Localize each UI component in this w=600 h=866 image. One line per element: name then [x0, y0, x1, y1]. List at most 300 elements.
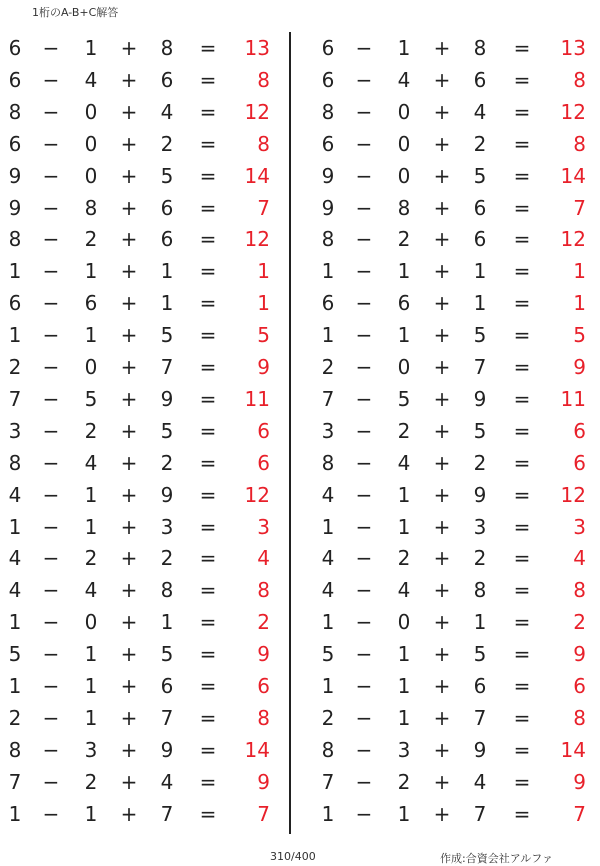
minus-sign: − [355, 482, 373, 507]
operand-c: 9 [473, 482, 487, 507]
answer: 9 [257, 769, 270, 794]
answer: 6 [573, 674, 586, 698]
operand-b: 2 [84, 227, 98, 252]
operand-c: 1 [473, 610, 487, 635]
equals-sign: = [513, 737, 531, 762]
operand-a: 8 [321, 450, 335, 475]
minus-sign: − [42, 355, 60, 379]
equation-row-right [0, 96, 600, 128]
minus-sign: − [355, 323, 373, 348]
minus-sign: − [42, 131, 60, 156]
plus-sign: + [433, 323, 451, 348]
operand-a: 1 [8, 801, 22, 826]
operand-c: 6 [160, 195, 174, 220]
operand-a: 1 [321, 674, 335, 698]
equals-sign: = [513, 642, 531, 667]
equals-sign: = [513, 355, 531, 379]
operand-c: 7 [160, 801, 174, 826]
operand-b: 3 [84, 737, 98, 762]
minus-sign: − [42, 705, 60, 730]
operand-c: 5 [160, 418, 174, 443]
answer: 1 [573, 291, 586, 316]
equals-sign: = [513, 801, 531, 826]
plus-sign: + [433, 291, 451, 316]
equation-row-right [0, 574, 600, 606]
minus-sign: − [355, 514, 373, 539]
operand-a: 2 [8, 355, 22, 379]
operand-b: 4 [397, 578, 411, 603]
plus-sign: + [433, 514, 451, 539]
plus-sign: + [120, 642, 138, 667]
plus-sign: + [120, 99, 138, 124]
operand-b: 2 [397, 546, 411, 571]
operand-b: 1 [84, 482, 98, 507]
equation-row-right [0, 351, 600, 383]
equals-sign: = [199, 705, 217, 730]
equals-sign: = [199, 514, 217, 539]
equals-sign: = [513, 99, 531, 124]
answer: 3 [257, 514, 270, 539]
equation-row-right [0, 542, 600, 574]
operand-a: 6 [321, 36, 335, 60]
operand-c: 9 [160, 386, 174, 411]
minus-sign: − [42, 769, 60, 794]
plus-sign: + [433, 99, 451, 124]
equals-sign: = [513, 482, 531, 507]
minus-sign: − [42, 291, 60, 316]
operand-a: 9 [321, 163, 335, 188]
minus-sign: − [355, 195, 373, 220]
equals-sign: = [513, 578, 531, 603]
minus-sign: − [42, 99, 60, 124]
operand-a: 6 [8, 36, 22, 60]
minus-sign: − [42, 386, 60, 411]
operand-b: 4 [84, 67, 98, 92]
plus-sign: + [120, 546, 138, 571]
minus-sign: − [355, 705, 373, 730]
equals-sign: = [513, 514, 531, 539]
plus-sign: + [120, 801, 138, 826]
operand-c: 5 [473, 323, 487, 348]
plus-sign: + [120, 769, 138, 794]
answer: 14 [560, 737, 586, 762]
answer: 2 [573, 610, 586, 635]
operand-a: 2 [321, 705, 335, 730]
equals-sign: = [199, 195, 217, 220]
operand-b: 2 [397, 769, 411, 794]
answer: 9 [573, 769, 586, 794]
plus-sign: + [433, 131, 451, 156]
page-title: 1桁のA-B+C解答 [32, 6, 119, 19]
plus-sign: + [433, 67, 451, 92]
plus-sign: + [433, 36, 451, 60]
operand-b: 4 [397, 450, 411, 475]
operand-a: 7 [321, 769, 335, 794]
equals-sign: = [199, 674, 217, 698]
operand-b: 1 [84, 642, 98, 667]
equals-sign: = [199, 769, 217, 794]
equation-row-right [0, 766, 600, 798]
operand-c: 5 [160, 323, 174, 348]
plus-sign: + [433, 259, 451, 284]
operand-b: 0 [84, 163, 98, 188]
operand-a: 8 [8, 99, 22, 124]
plus-sign: + [120, 737, 138, 762]
equals-sign: = [199, 36, 217, 60]
plus-sign: + [433, 546, 451, 571]
answer: 8 [573, 67, 586, 92]
operand-a: 2 [321, 355, 335, 379]
operand-a: 1 [8, 259, 22, 284]
operand-a: 1 [8, 323, 22, 348]
operand-b: 0 [397, 610, 411, 635]
operand-b: 1 [397, 705, 411, 730]
minus-sign: − [355, 163, 373, 188]
operand-b: 1 [397, 36, 411, 60]
operand-b: 1 [397, 801, 411, 826]
minus-sign: − [42, 163, 60, 188]
operand-a: 6 [8, 291, 22, 316]
plus-sign: + [433, 642, 451, 667]
operand-b: 0 [397, 163, 411, 188]
operand-a: 8 [321, 99, 335, 124]
plus-sign: + [433, 737, 451, 762]
plus-sign: + [433, 195, 451, 220]
minus-sign: − [42, 36, 60, 60]
operand-c: 6 [160, 674, 174, 698]
answer: 12 [560, 99, 586, 124]
equation-row-right [0, 479, 600, 511]
operand-b: 1 [84, 705, 98, 730]
equals-sign: = [513, 418, 531, 443]
equals-sign: = [199, 418, 217, 443]
minus-sign: − [42, 195, 60, 220]
equals-sign: = [199, 355, 217, 379]
plus-sign: + [120, 195, 138, 220]
operand-c: 8 [160, 578, 174, 603]
equation-row-right [0, 383, 600, 415]
operand-c: 1 [160, 610, 174, 635]
equals-sign: = [199, 227, 217, 252]
operand-a: 6 [321, 291, 335, 316]
minus-sign: − [355, 674, 373, 698]
operand-a: 7 [8, 386, 22, 411]
operand-c: 5 [473, 163, 487, 188]
equation-row-right [0, 64, 600, 96]
equals-sign: = [199, 546, 217, 571]
plus-sign: + [120, 67, 138, 92]
operand-b: 2 [397, 227, 411, 252]
operand-c: 8 [160, 36, 174, 60]
equals-sign: = [513, 131, 531, 156]
plus-sign: + [433, 227, 451, 252]
operand-c: 6 [160, 227, 174, 252]
operand-c: 9 [473, 737, 487, 762]
plus-sign: + [433, 450, 451, 475]
operand-a: 7 [8, 769, 22, 794]
operand-c: 3 [473, 514, 487, 539]
plus-sign: + [433, 610, 451, 635]
minus-sign: − [355, 259, 373, 284]
answer: 1 [257, 291, 270, 316]
equation-row-right [0, 702, 600, 734]
operand-b: 1 [397, 514, 411, 539]
answer: 12 [560, 227, 586, 252]
operand-c: 6 [473, 195, 487, 220]
operand-c: 9 [160, 737, 174, 762]
operand-b: 4 [84, 450, 98, 475]
equals-sign: = [513, 291, 531, 316]
author-credit: 作成:合資会社アルファ [440, 852, 554, 865]
minus-sign: − [42, 674, 60, 698]
operand-a: 6 [8, 131, 22, 156]
equals-sign: = [513, 163, 531, 188]
minus-sign: − [355, 67, 373, 92]
operand-a: 1 [321, 514, 335, 539]
equation-row-right [0, 128, 600, 160]
operand-b: 3 [397, 737, 411, 762]
minus-sign: − [42, 546, 60, 571]
plus-sign: + [433, 163, 451, 188]
minus-sign: − [355, 131, 373, 156]
operand-c: 1 [473, 259, 487, 284]
answer: 6 [257, 450, 270, 475]
operand-a: 4 [8, 546, 22, 571]
answer: 6 [257, 674, 270, 698]
operand-b: 1 [397, 259, 411, 284]
operand-b: 2 [84, 546, 98, 571]
operand-c: 2 [160, 131, 174, 156]
plus-sign: + [120, 131, 138, 156]
operand-a: 9 [8, 195, 22, 220]
equation-row-right [0, 670, 600, 702]
answer: 13 [560, 36, 586, 60]
operand-c: 3 [160, 514, 174, 539]
answer: 1 [573, 259, 586, 284]
operand-a: 2 [8, 705, 22, 730]
operand-a: 3 [8, 418, 22, 443]
equals-sign: = [513, 36, 531, 60]
equals-sign: = [513, 674, 531, 698]
operand-c: 2 [160, 450, 174, 475]
answer: 8 [573, 578, 586, 603]
minus-sign: − [42, 482, 60, 507]
minus-sign: − [355, 610, 373, 635]
minus-sign: − [42, 450, 60, 475]
operand-c: 9 [160, 482, 174, 507]
equals-sign: = [199, 67, 217, 92]
answer: 7 [257, 195, 270, 220]
answer: 8 [257, 578, 270, 603]
operand-c: 5 [160, 163, 174, 188]
equals-sign: = [199, 737, 217, 762]
minus-sign: − [42, 801, 60, 826]
equals-sign: = [199, 450, 217, 475]
operand-b: 1 [84, 514, 98, 539]
operand-c: 1 [473, 291, 487, 316]
equals-sign: = [513, 227, 531, 252]
operand-b: 1 [84, 36, 98, 60]
equals-sign: = [199, 482, 217, 507]
plus-sign: + [120, 578, 138, 603]
operand-c: 9 [473, 386, 487, 411]
minus-sign: − [42, 737, 60, 762]
equation-row-right [0, 223, 600, 255]
answer: 12 [244, 482, 270, 507]
equation-row-right [0, 255, 600, 287]
minus-sign: − [355, 291, 373, 316]
answer: 6 [257, 418, 270, 443]
equals-sign: = [513, 546, 531, 571]
operand-b: 5 [84, 386, 98, 411]
answer: 12 [244, 227, 270, 252]
operand-b: 8 [84, 195, 98, 220]
operand-b: 0 [397, 131, 411, 156]
minus-sign: − [355, 355, 373, 379]
plus-sign: + [120, 36, 138, 60]
equals-sign: = [513, 705, 531, 730]
equation-row-right [0, 734, 600, 766]
plus-sign: + [120, 163, 138, 188]
operand-a: 9 [321, 195, 335, 220]
equation-row-right [0, 160, 600, 192]
operand-b: 4 [84, 578, 98, 603]
operand-a: 8 [8, 450, 22, 475]
minus-sign: − [355, 801, 373, 826]
plus-sign: + [433, 769, 451, 794]
answer: 13 [244, 36, 270, 60]
operand-b: 1 [84, 674, 98, 698]
operand-c: 2 [160, 546, 174, 571]
equation-row-right [0, 415, 600, 447]
operand-c: 7 [473, 705, 487, 730]
minus-sign: − [42, 610, 60, 635]
plus-sign: + [433, 482, 451, 507]
operand-b: 2 [84, 418, 98, 443]
equals-sign: = [199, 610, 217, 635]
operand-c: 4 [160, 99, 174, 124]
operand-b: 1 [84, 259, 98, 284]
equation-row-right [0, 192, 600, 224]
equals-sign: = [199, 163, 217, 188]
equation-row-right [0, 606, 600, 638]
equals-sign: = [199, 386, 217, 411]
plus-sign: + [433, 386, 451, 411]
equals-sign: = [513, 386, 531, 411]
operand-b: 1 [84, 801, 98, 826]
operand-b: 6 [84, 291, 98, 316]
operand-c: 6 [473, 227, 487, 252]
answer: 8 [573, 131, 586, 156]
plus-sign: + [120, 259, 138, 284]
equals-sign: = [513, 323, 531, 348]
equals-sign: = [199, 323, 217, 348]
minus-sign: − [42, 578, 60, 603]
minus-sign: − [355, 769, 373, 794]
plus-sign: + [120, 291, 138, 316]
minus-sign: − [355, 386, 373, 411]
page-number: 310/400 [270, 850, 316, 863]
operand-b: 0 [84, 131, 98, 156]
equation-row-right [0, 287, 600, 319]
operand-a: 4 [8, 578, 22, 603]
operand-c: 7 [473, 355, 487, 379]
answer: 5 [257, 323, 270, 348]
equals-sign: = [513, 259, 531, 284]
minus-sign: − [42, 514, 60, 539]
answer: 7 [573, 801, 586, 826]
operand-b: 0 [397, 355, 411, 379]
operand-b: 2 [84, 769, 98, 794]
answer: 12 [560, 482, 586, 507]
minus-sign: − [42, 642, 60, 667]
equals-sign: = [199, 642, 217, 667]
operand-a: 1 [321, 259, 335, 284]
answer: 4 [257, 546, 270, 571]
operand-b: 1 [397, 642, 411, 667]
operand-c: 2 [473, 546, 487, 571]
operand-a: 1 [321, 610, 335, 635]
minus-sign: − [42, 323, 60, 348]
plus-sign: + [120, 323, 138, 348]
plus-sign: + [120, 514, 138, 539]
operand-a: 4 [8, 482, 22, 507]
answer: 7 [257, 801, 270, 826]
operand-a: 1 [321, 801, 335, 826]
operand-a: 6 [8, 67, 22, 92]
answer: 6 [573, 418, 586, 443]
minus-sign: − [42, 67, 60, 92]
equation-row-right [0, 319, 600, 351]
minus-sign: − [355, 546, 373, 571]
equals-sign: = [513, 450, 531, 475]
answer: 9 [573, 355, 586, 379]
operand-b: 0 [397, 99, 411, 124]
answer: 14 [560, 163, 586, 188]
equation-row-right [0, 447, 600, 479]
operand-b: 2 [397, 418, 411, 443]
operand-c: 4 [160, 769, 174, 794]
operand-a: 8 [8, 227, 22, 252]
operand-a: 9 [8, 163, 22, 188]
answer: 3 [573, 514, 586, 539]
operand-b: 4 [397, 67, 411, 92]
equation-row-right [0, 798, 600, 830]
operand-b: 6 [397, 291, 411, 316]
plus-sign: + [120, 482, 138, 507]
operand-c: 5 [160, 642, 174, 667]
minus-sign: − [42, 259, 60, 284]
plus-sign: + [433, 674, 451, 698]
operand-a: 6 [321, 67, 335, 92]
answer: 2 [257, 610, 270, 635]
minus-sign: − [355, 642, 373, 667]
answer: 8 [257, 131, 270, 156]
equals-sign: = [199, 291, 217, 316]
operand-c: 2 [473, 131, 487, 156]
operand-b: 8 [397, 195, 411, 220]
operand-c: 8 [473, 578, 487, 603]
operand-a: 1 [321, 323, 335, 348]
answer: 8 [257, 67, 270, 92]
operand-c: 5 [473, 418, 487, 443]
operand-c: 1 [160, 291, 174, 316]
equals-sign: = [513, 769, 531, 794]
equals-sign: = [513, 195, 531, 220]
operand-c: 7 [160, 705, 174, 730]
operand-a: 8 [321, 737, 335, 762]
operand-c: 1 [160, 259, 174, 284]
